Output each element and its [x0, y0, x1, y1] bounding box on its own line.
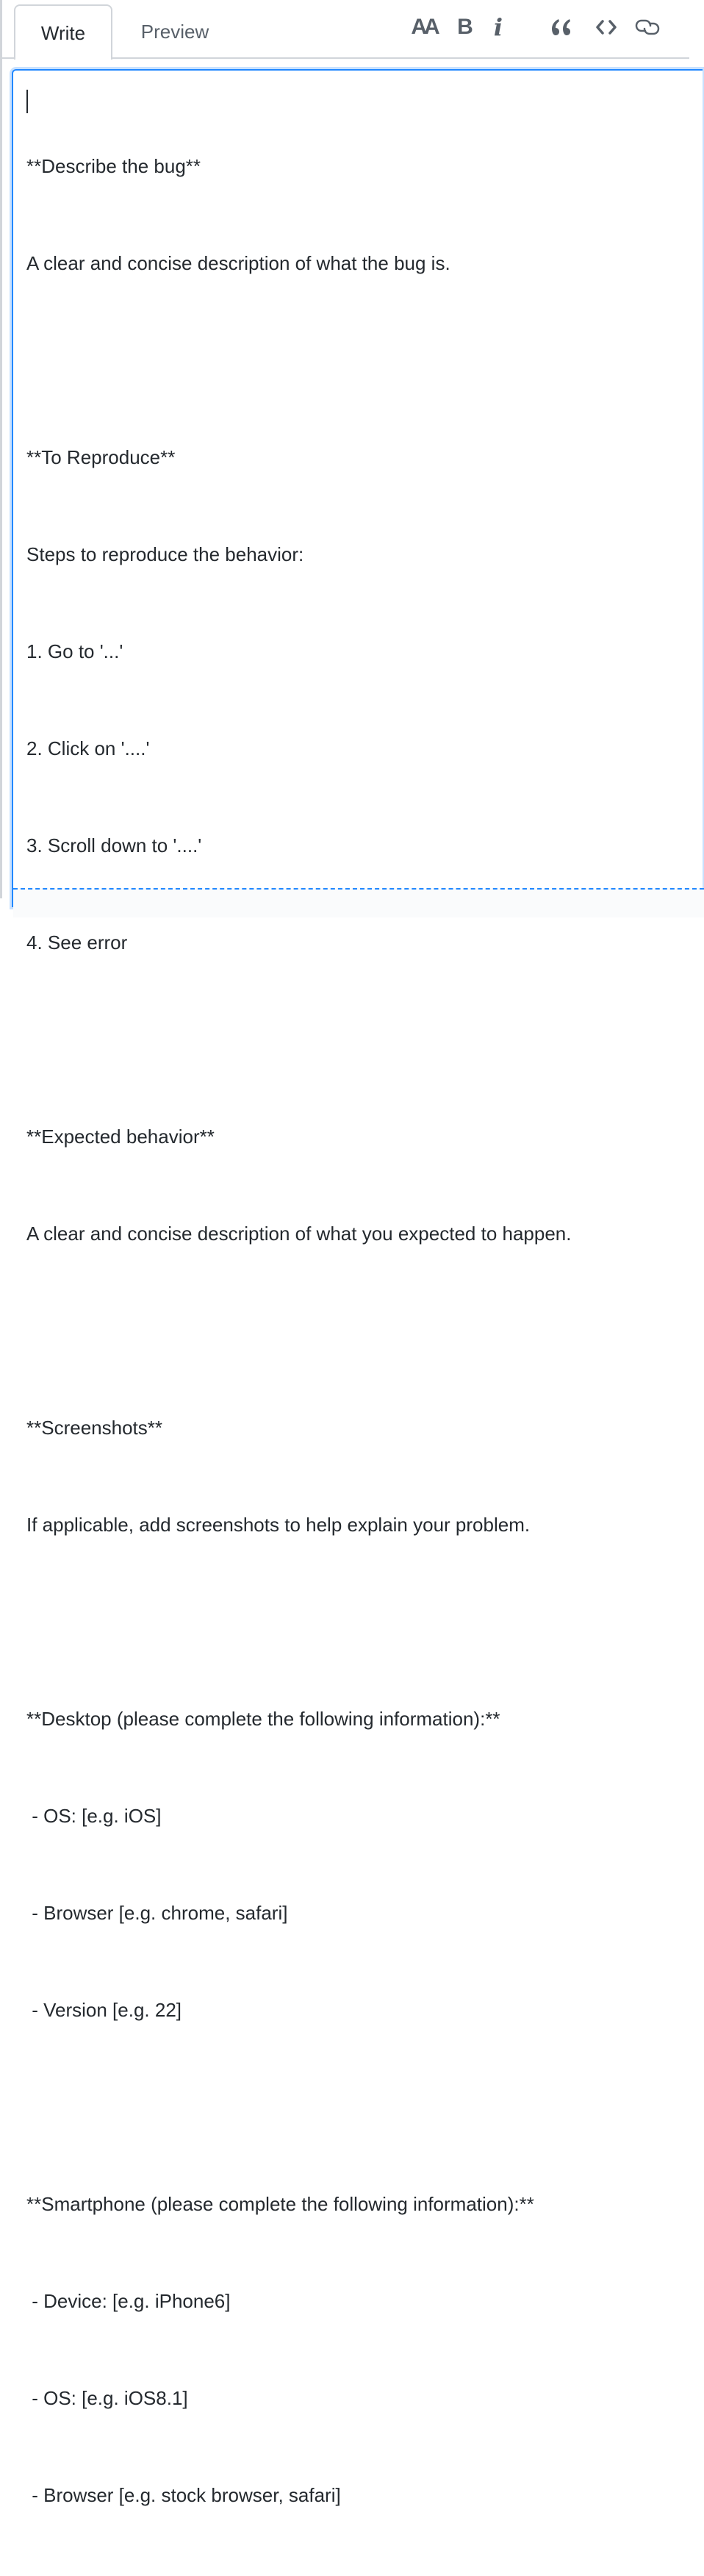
tab-preview[interactable]: Preview: [140, 21, 209, 43]
editor-line: **Smartphone (please complete the following information):**: [26, 2193, 534, 2215]
editor-line: **To Reproduce**: [26, 446, 176, 468]
editor-line: - Browser [e.g. chrome, safari]: [26, 1902, 288, 1924]
link-glyph: [635, 18, 660, 37]
editor-line: [26, 344, 695, 376]
editor-line: - Version [e.g. 22]: [26, 1999, 182, 2021]
italic-icon[interactable]: i: [493, 13, 503, 41]
link-icon[interactable]: [634, 10, 661, 44]
editor-line: A clear and concise description of what you expected to happen.: [26, 1223, 572, 1245]
code-glyph: [595, 19, 617, 35]
editor-line: **Describe the bug**: [26, 155, 201, 177]
editor-tabbar: [2, 0, 689, 58]
editor-line: - OS: [e.g. iOS]: [26, 1805, 162, 1827]
editor-line: **Expected behavior**: [26, 1126, 215, 1148]
editor-line: [26, 1606, 695, 1638]
code-icon[interactable]: [593, 10, 619, 44]
tab-write[interactable]: Write: [14, 4, 112, 60]
left-border: [0, 0, 2, 898]
file-attach-dropzone[interactable]: [13, 888, 704, 917]
editor-line: **Desktop (please complete the following information):**: [26, 1708, 500, 1730]
bold-icon[interactable]: B: [457, 15, 473, 39]
editor-line: If applicable, add screenshots to help explain your problem.: [26, 1514, 531, 1536]
editor-line: 4. See error: [26, 931, 128, 954]
editor-line: [26, 1023, 695, 1056]
quote-icon[interactable]: [547, 10, 574, 44]
editor-line: 3. Scroll down to '....': [26, 834, 202, 856]
editor-line: 1. Go to '...': [26, 640, 123, 662]
markdown-textarea[interactable]: [12, 69, 703, 2506]
textarea-content[interactable]: [26, 85, 695, 2576]
editor-line: **Screenshots**: [26, 1417, 162, 1439]
editor-line: A clear and concise description of what the bug is.: [26, 252, 450, 274]
editor-line: 2. Click on '....': [26, 737, 150, 759]
editor-line: Steps to reproduce the behavior:: [26, 543, 304, 565]
text-size-icon[interactable]: AA: [411, 15, 437, 39]
editor-line: - Device: [e.g. iPhone6]: [26, 2290, 231, 2312]
editor-line: [26, 2091, 695, 2123]
editor-line: - OS: [e.g. iOS8.1]: [26, 2387, 188, 2409]
quote-glyph: [550, 18, 572, 37]
editor-line: [26, 1314, 695, 1347]
editor-line: - Browser [e.g. stock browser, safari]: [26, 2484, 341, 2506]
